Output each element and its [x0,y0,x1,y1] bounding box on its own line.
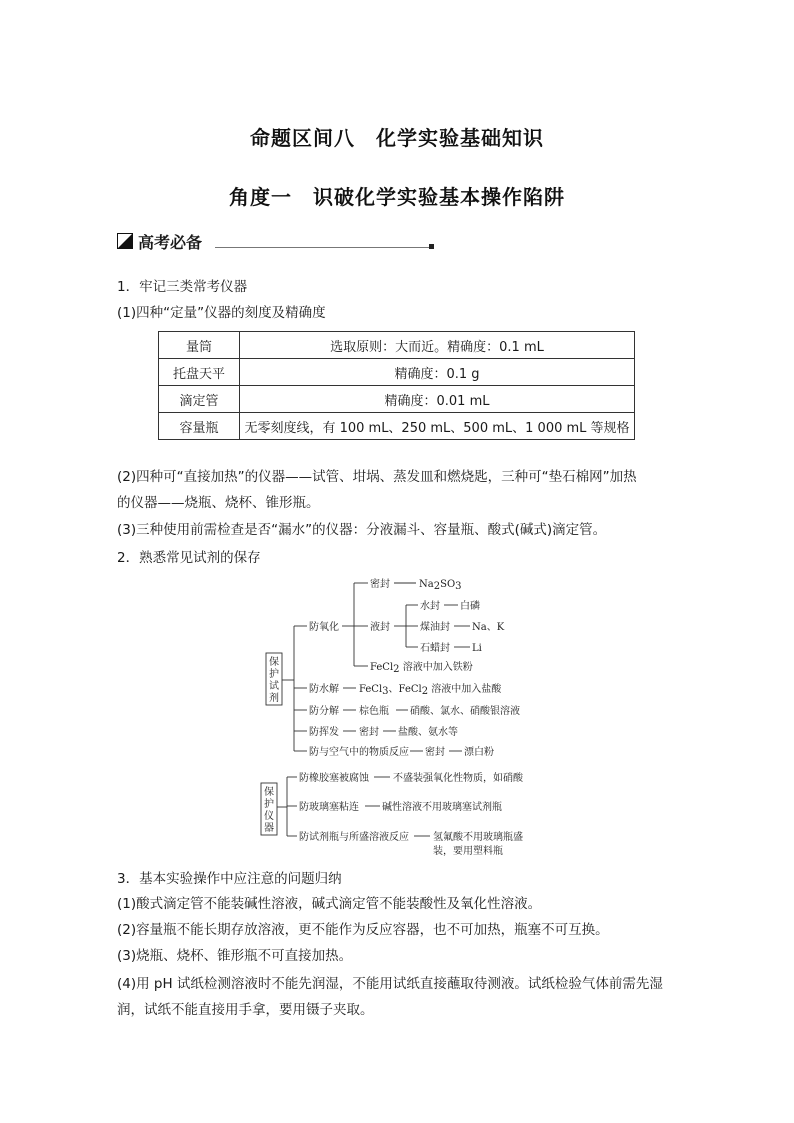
table-cell-name: 滴定管 [159,386,240,413]
formula-part: Na [419,579,434,590]
item3-p1: (1)酸式滴定管不能装碱性溶液，碱式滴定管不能装酸性及氧化性溶液。 [117,896,542,912]
page-title: 命题区间八 化学实验基础知识 [250,126,544,150]
leaf-glass-stick-desc: 碱性溶液不用玻璃塞试剂瓶 [382,802,502,813]
branch-anti-oxidation: 防氧化 [309,622,339,633]
table-cell-name: 托盘天平 [159,359,240,386]
item3-p4-line1: (4)用 pH 试纸检测溶液时不能先润湿，不能用试纸直接蘸取待测液。试纸检验气体前需先湿 [117,976,663,992]
table-cell-name: 量筒 [159,332,240,359]
item1-sub2-line1: (2)四种可“直接加热”的仪器——试管、坩埚、蒸发皿和燃烧匙，三种可“垫石棉网”加热 [117,469,637,485]
branch-anti-hydrolysis: 防水解 [309,684,339,695]
branch-anti-decompose: 防分解 [309,706,339,717]
item3-heading: 3．基本实验操作中应注意的问题归纳 [117,871,342,887]
table-cell-name: 容量瓶 [159,413,240,440]
formula-subscript: 2 [393,664,400,675]
formula-subscript: 3 [382,686,389,697]
instrument-root-char: 护 [264,799,274,810]
formula-subscript: 3 [455,581,462,592]
leaf-volatile-items: 盐酸、氨水等 [398,727,458,738]
formula-part: FeCl [359,684,383,695]
leaf-sealed: 密封 [370,579,390,590]
table-cell-desc: 精确度：0.01 mL [240,386,635,413]
formula-subscript: 2 [421,686,429,697]
leaf-paraffin-seal: 石蜡封 [420,643,450,654]
item2-heading: 2．熟悉常见试剂的保存 [117,550,261,566]
instrument-root-char: 保 [264,787,274,798]
formula-part: 溶液中加入铁粉 [399,662,473,673]
reagent-root-char: 剂 [269,693,279,704]
table-cell-desc: 选取原则：大而近。精确度：0.1 mL [240,332,635,359]
branch-anti-volatile: 防挥发 [309,727,339,738]
leaf-decompose-items: 硝酸、氯水、硝酸银溶液 [410,706,520,717]
item1-sub3: (3)三种使用前需检查是否“漏水”的仪器：分液漏斗、容量瓶、酸式(碱式)滴定管。 [117,522,607,538]
leaf-hydrolysis [359,682,502,697]
leaf-react-desc: 装，要用塑料瓶 [433,846,503,857]
leaf-bleach: 漂白粉 [464,747,494,758]
reagent-root-char: 试 [269,681,279,692]
page-subtitle: 角度一 识破化学实验基本操作陷阱 [229,185,565,209]
leaf-react-desc: 氢氟酸不用玻璃瓶盛 [433,832,523,843]
leaf-rubber-desc: 不盛装强氧化性物质，如硝酸 [393,773,523,784]
table-cell-desc: 无零刻度线，有 100 mL、250 mL、500 mL、1 000 mL 等规格 [240,413,635,440]
item1-sub2-line2: 的仪器——烧瓶、烧杯、锥形瓶。 [117,495,320,511]
formula-part: 、FeCl [388,684,422,695]
formula-part: FeCl [370,662,394,673]
formula-subscript: 2 [433,581,441,592]
leaf-kerosene-seal: 煤油封 [420,622,450,633]
branch-anti-rubber: 防橡胶塞被腐蚀 [299,773,369,784]
branch-anti-glass-stick: 防玻璃塞粘连 [299,802,359,813]
leaf-water-seal: 水封 [420,601,440,612]
section-label: 高考必备 [138,233,203,252]
reagent-root-char: 保 [269,657,279,668]
item1-sub1: (1)四种“定量”仪器的刻度及精确度 [117,305,326,321]
leaf-na-k: Na、K [472,622,505,633]
reagent-root-char: 护 [269,669,279,680]
leaf-brown-bottle: 棕色瓶 [359,706,389,717]
formula-part: SO [440,579,456,590]
item3-p4-line2: 润，试纸不能直接用手拿，要用镊子夹取。 [117,1002,374,1018]
leaf-white-phosphorus: 白磷 [460,601,480,612]
formula-part: 溶液中加入盐酸 [428,684,502,695]
sealed-item-formula [419,579,462,592]
leaf-fecl2-iron [370,660,473,675]
item3-p3: (3)烧瓶、烧杯、锥形瓶不可直接加热。 [117,948,353,964]
instrument-root-char: 器 [264,823,274,834]
branch-anti-react: 防试剂瓶与所盛溶液反应 [299,832,409,843]
item3-p2: (2)容量瓶不能长期存放溶液，更不能作为反应容器，也不可加热，瓶塞不可互换。 [117,922,609,938]
table-cell-desc: 精确度：0.1 g [240,359,635,386]
leaf-volatile-seal: 密封 [359,727,379,738]
leaf-liquid-seal: 液封 [370,622,390,633]
instrument-root-char: 仪 [264,811,274,822]
leaf-air-seal: 密封 [425,747,445,758]
branch-anti-air: 防与空气中的物质反应 [309,747,409,758]
item1-heading: 1．牢记三类常考仪器 [117,279,248,295]
leaf-li: Li [472,643,482,654]
